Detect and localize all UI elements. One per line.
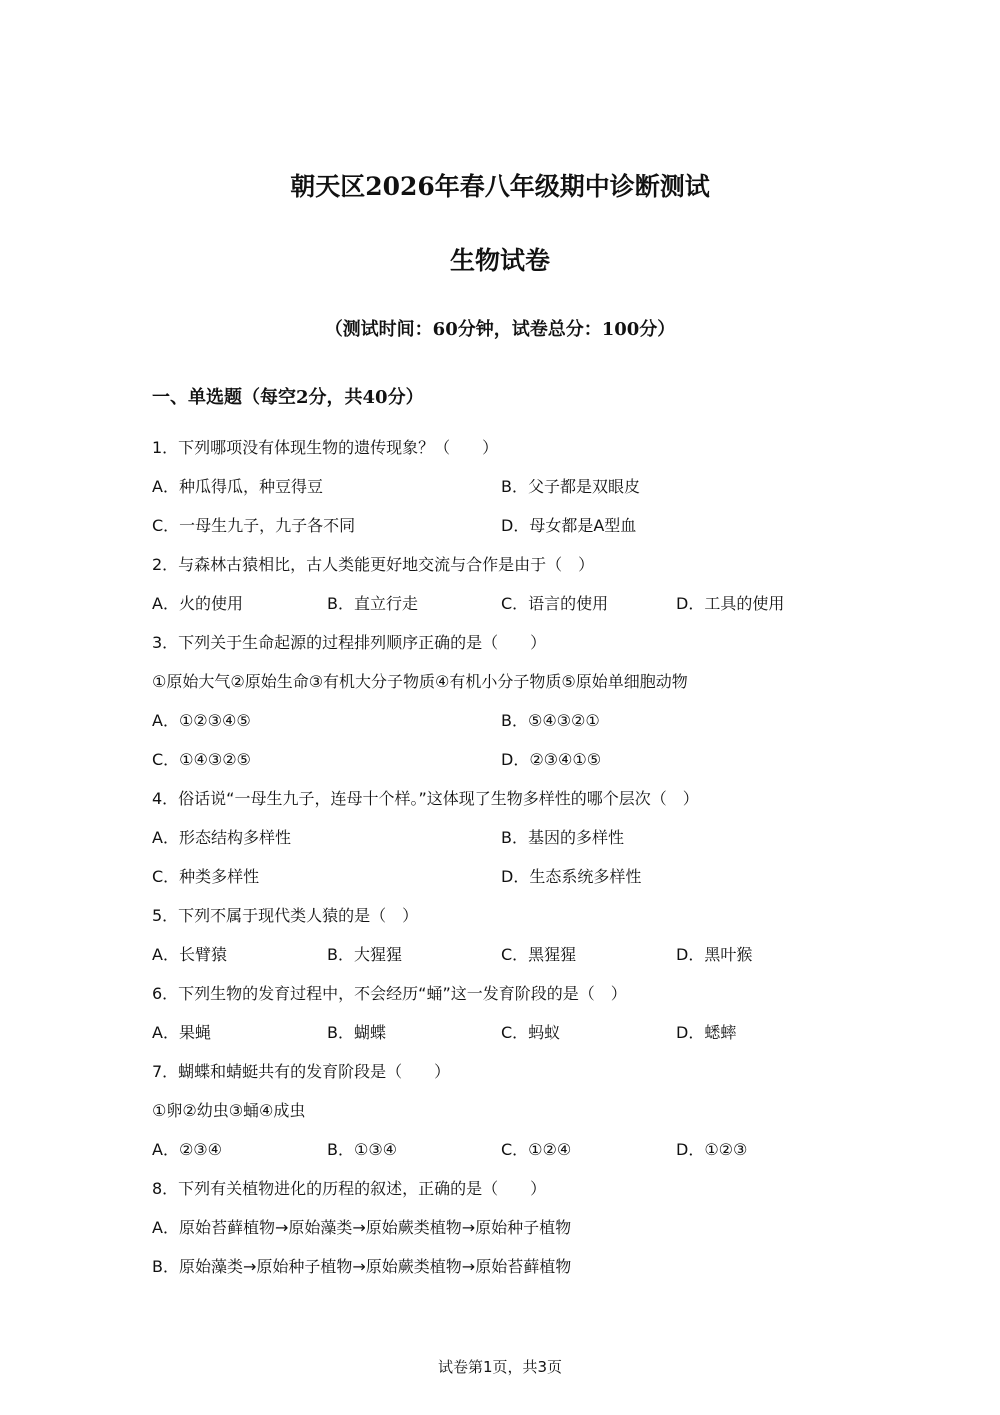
question-2-option-d: D．工具的使用 xyxy=(676,594,785,613)
question-7-option-a: A．②③④ xyxy=(152,1140,222,1159)
question-6-options-row xyxy=(152,1021,852,1060)
question-7-option-c: C．①②④ xyxy=(501,1140,572,1159)
subject-title: 生物试卷 xyxy=(449,246,550,275)
question-4-stem: 4．俗话说“一母生九子，连母十个样。”这体现了生物多样性的哪个层次（ ） xyxy=(152,789,699,808)
question-7-options-row xyxy=(152,1138,852,1177)
question-3-options-row-2 xyxy=(152,748,852,787)
question-5-option-d: D．黑叶猴 xyxy=(676,945,753,964)
question-1-option-a: A．种瓜得瓜，种豆得豆 xyxy=(152,477,323,496)
question-5-option-a: A．长臂猿 xyxy=(152,945,227,964)
question-3-option-b: B．⑤④③②① xyxy=(501,711,600,730)
question-7-stem: 7．蝴蝶和蜻蜓共有的发育阶段是（ ） xyxy=(152,1062,451,1081)
question-8-stem: 8．下列有关植物进化的历程的叙述，正确的是（ ） xyxy=(152,1179,547,1198)
question-3-stem: 3．下列关于生命起源的过程排列顺序正确的是（ ） xyxy=(152,633,547,652)
question-4-option-a: A．形态结构多样性 xyxy=(152,828,291,847)
exam-info: （测试时间：60分钟，试卷总分：100分） xyxy=(324,319,676,340)
question-1-stem: 1．下列哪项没有体现生物的遗传现象？（ ） xyxy=(152,438,499,457)
question-3-option-a: A．①②③④⑤ xyxy=(152,711,251,730)
question-1-option-c: C．一母生九子，九子各不同 xyxy=(152,516,356,535)
question-3-options-row-1 xyxy=(152,709,852,748)
question-2-option-a: A．火的使用 xyxy=(152,594,243,613)
question-3-option-d: D．②③④①⑤ xyxy=(501,750,602,769)
question-8-option-a: A．原始苔藓植物→原始藻类→原始蕨类植物→原始种子植物 xyxy=(152,1218,572,1237)
question-1-options-row-1 xyxy=(152,475,852,514)
question-7-option-b: B．①③④ xyxy=(327,1140,398,1159)
question-6-stem: 6．下列生物的发育过程中，不会经历“蛹”这一发育阶段的是（ ） xyxy=(152,984,627,1003)
question-2-stem: 2．与森林古猿相比，古人类能更好地交流与合作是由于（ ） xyxy=(152,555,595,574)
question-6-option-c: C．蚂蚁 xyxy=(501,1023,561,1042)
question-1-options-row-2 xyxy=(152,514,852,553)
question-7-option-d: D．①②③ xyxy=(676,1140,748,1159)
question-2-option-c: C．语言的使用 xyxy=(501,594,609,613)
question-2-options-row xyxy=(152,592,852,631)
question-4-options-row-1 xyxy=(152,826,852,865)
question-5-options-row xyxy=(152,943,852,982)
page-footer: 试卷第1页，共3页 xyxy=(437,1358,563,1376)
question-5-option-b: B．大猩猩 xyxy=(327,945,402,964)
question-4-options-row-2 xyxy=(152,865,852,904)
question-3-note: ①原始大气②原始生命③有机大分子物质④有机小分子物质⑤原始单细胞动物 xyxy=(152,672,688,691)
question-4-option-c: C．种类多样性 xyxy=(152,867,260,886)
question-8-option-b: B．原始藻类→原始种子植物→原始蕨类植物→原始苔藓植物 xyxy=(152,1257,572,1276)
question-3-option-c: C．①④③②⑤ xyxy=(152,750,251,769)
question-1-option-b: B．父子都是双眼皮 xyxy=(501,477,640,496)
exam-title: 朝天区2026年春八年级期中诊断测试 xyxy=(290,172,710,201)
question-5-option-c: C．黑猩猩 xyxy=(501,945,577,964)
question-7-note: ①卵②幼虫③蛹④成虫 xyxy=(152,1101,306,1120)
question-list xyxy=(152,436,852,1294)
section-title: 一、单选题（每空2分，共40分） xyxy=(152,387,424,408)
question-6-option-d: D．蟋蟀 xyxy=(676,1023,737,1042)
question-6-option-a: A．果蝇 xyxy=(152,1023,211,1042)
question-2-option-b: B．直立行走 xyxy=(327,594,418,613)
question-5-stem: 5．下列不属于现代类人猿的是（ ） xyxy=(152,906,419,925)
question-1-option-d: D．母女都是A型血 xyxy=(501,516,637,535)
question-4-option-b: B．基因的多样性 xyxy=(501,828,624,847)
question-4-option-d: D．生态系统多样性 xyxy=(501,867,642,886)
question-6-option-b: B．蝴蝶 xyxy=(327,1023,386,1042)
